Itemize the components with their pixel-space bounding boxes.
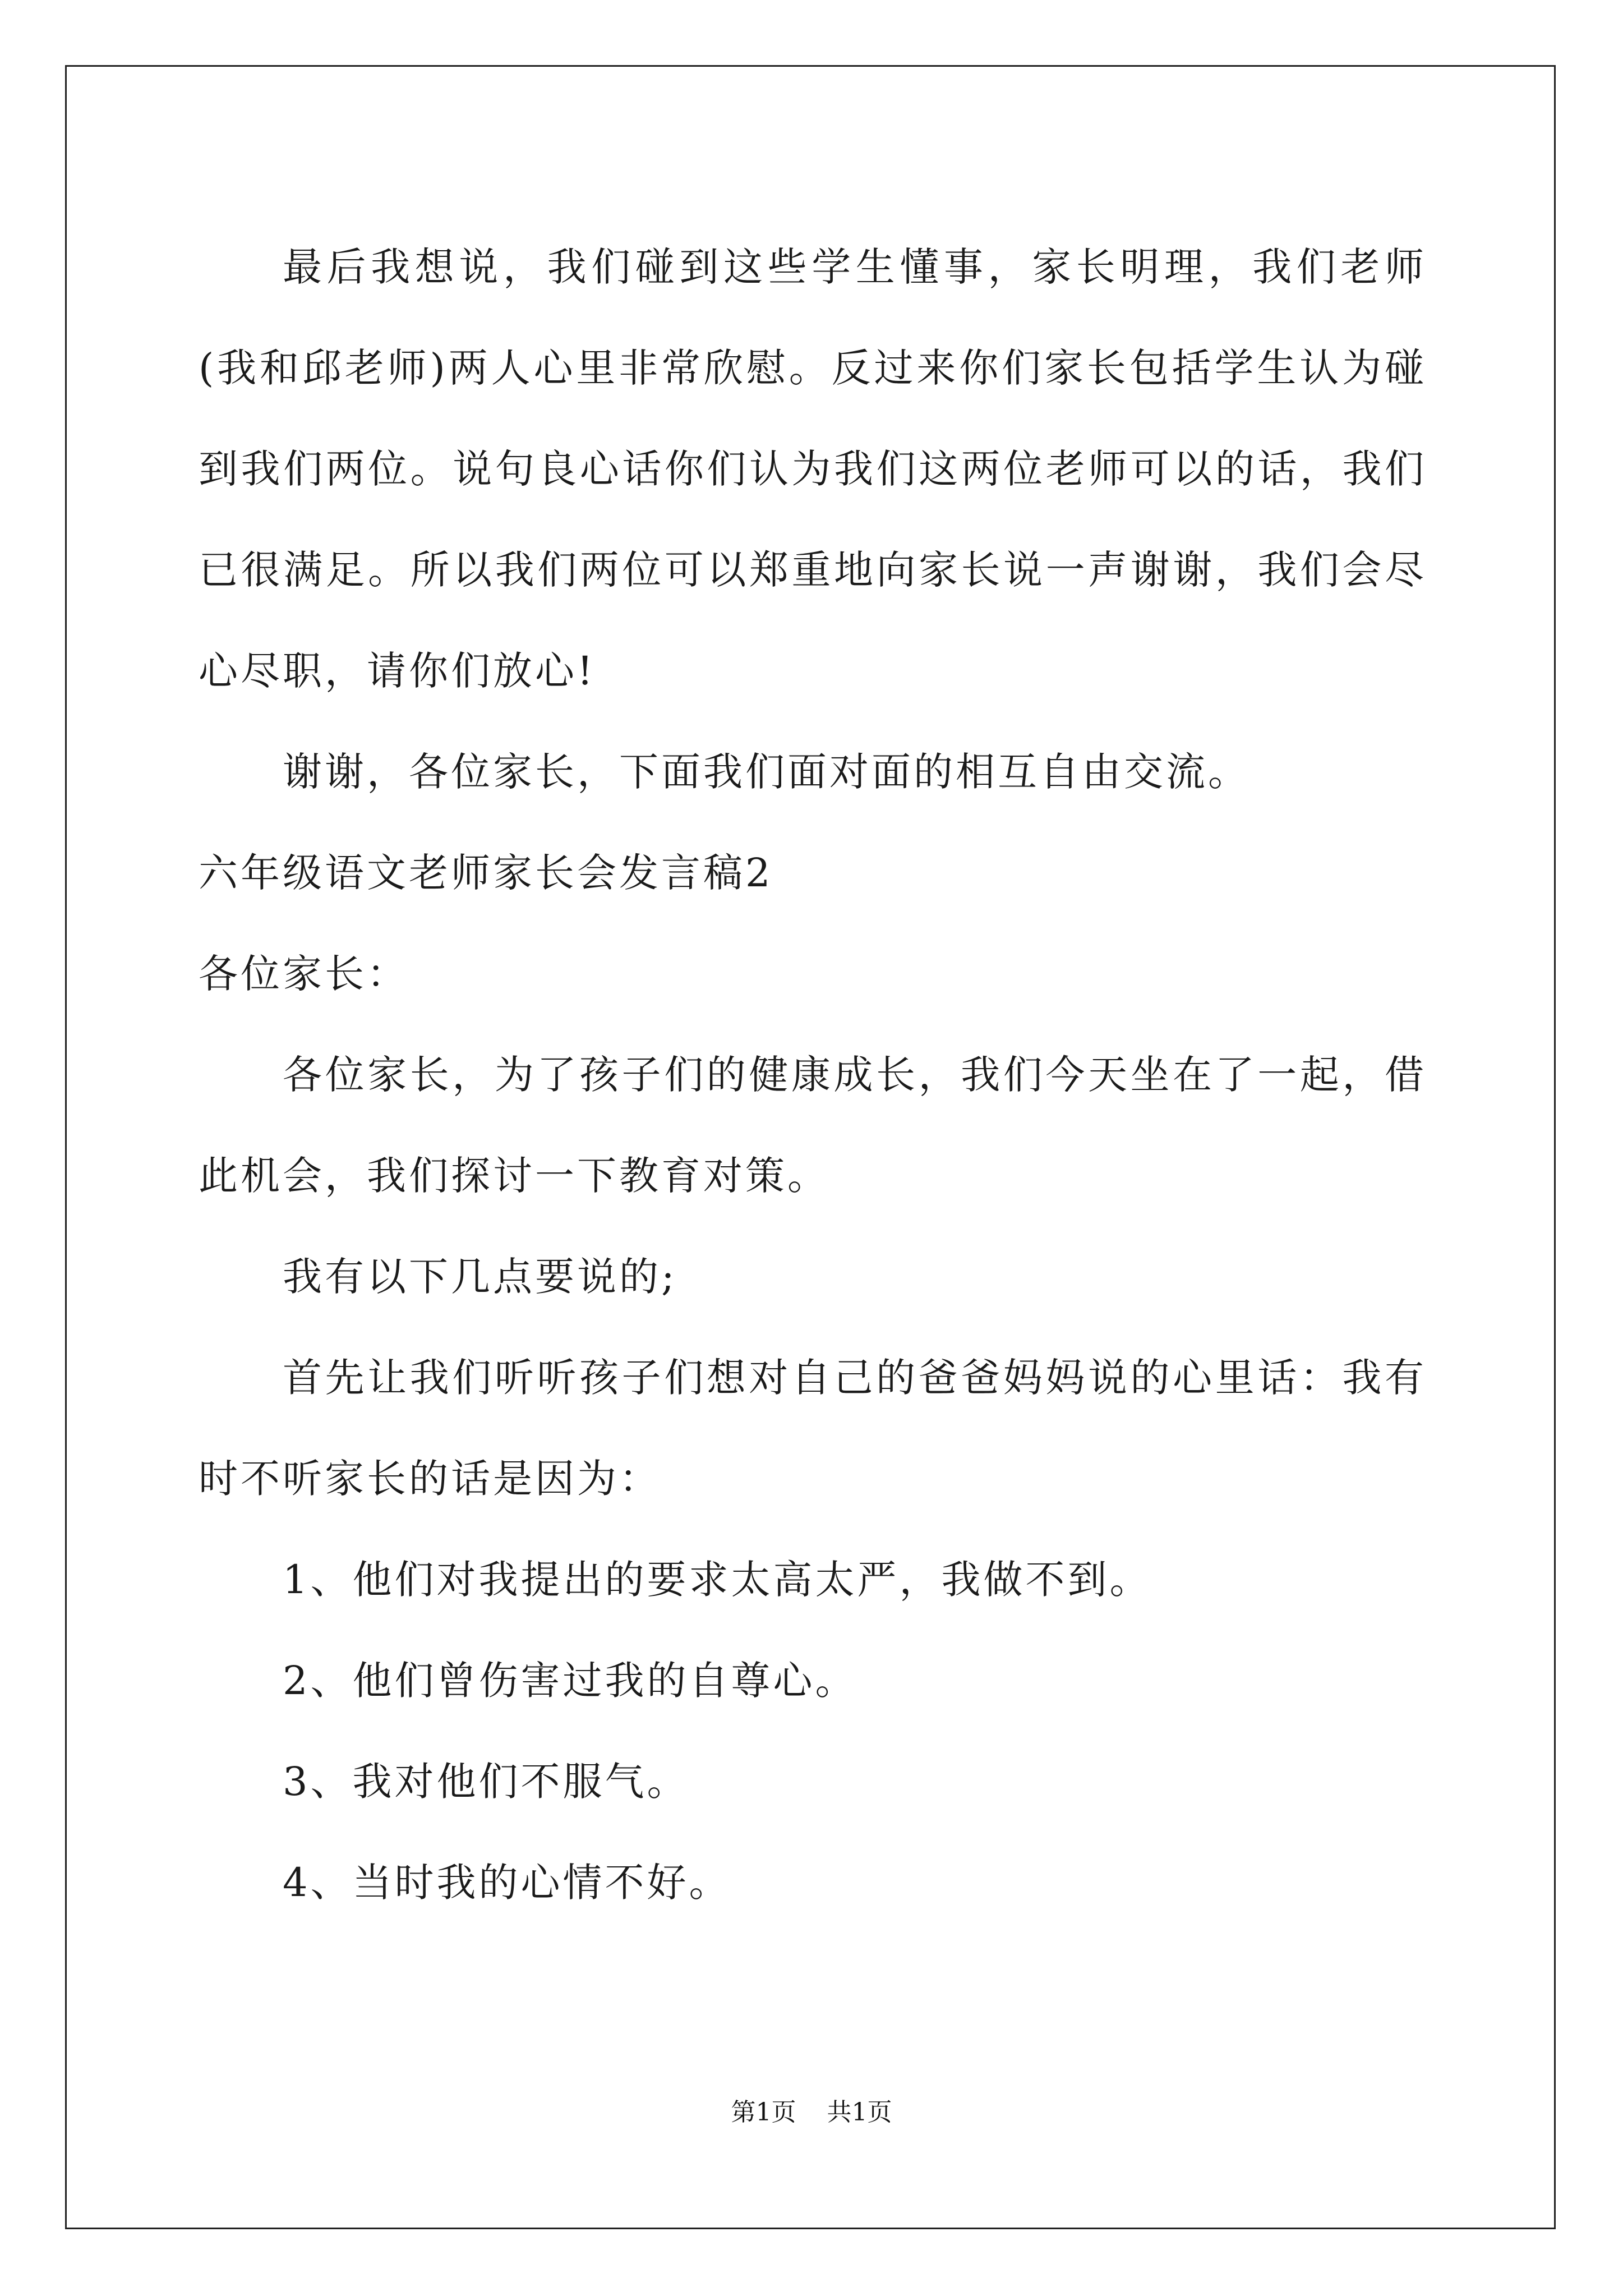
paragraph-points-lead: 我有以下几点要说的; — [283, 1254, 677, 1300]
list-item: 4、当时我的心情不好。 — [283, 1860, 731, 1906]
page-total: 共1页 — [827, 2098, 892, 2127]
paragraph-thanks: 谢谢，各位家长，下面我们面对面的相互自由交流。 — [283, 749, 1250, 795]
list-item: 3、我对他们不服气。 — [283, 1759, 689, 1805]
salutation: 各位家长： — [199, 951, 409, 997]
paragraph-closing-remarks: 最后我想说，我们碰到这些学生懂事，家长明理，我们老师(我和邱老师)两人心里非常欣慰。反过来你们家长包括学生认为碰到我们两位。说句良心话你们认为我们这两位老师可以的话，我们已很满足。所以我们两位可以郑重地向家长说一声谢谢，我们会尽心尽职，请你们放心! — [199, 244, 1427, 694]
document-body — [199, 217, 1427, 1933]
list-item: 2、他们曾伤害过我的自尊心。 — [283, 1658, 857, 1704]
paragraph-intro: 各位家长，为了孩子们的健康成长，我们今天坐在了一起，借此机会，我们探讨一下教育对策。 — [199, 1052, 1427, 1199]
paragraph-children-voice: 首先让我们听听孩子们想对自己的爸爸妈妈说的心里话：我有时不听家长的话是因为： — [199, 1355, 1427, 1502]
section-heading: 六年级语文老师家长会发言稿2 — [199, 850, 773, 896]
page-footer — [0, 2096, 1623, 2129]
page-number: 第1页 — [731, 2098, 796, 2127]
list-item: 1、他们对我提出的要求太高太严，我做不到。 — [283, 1557, 1152, 1603]
